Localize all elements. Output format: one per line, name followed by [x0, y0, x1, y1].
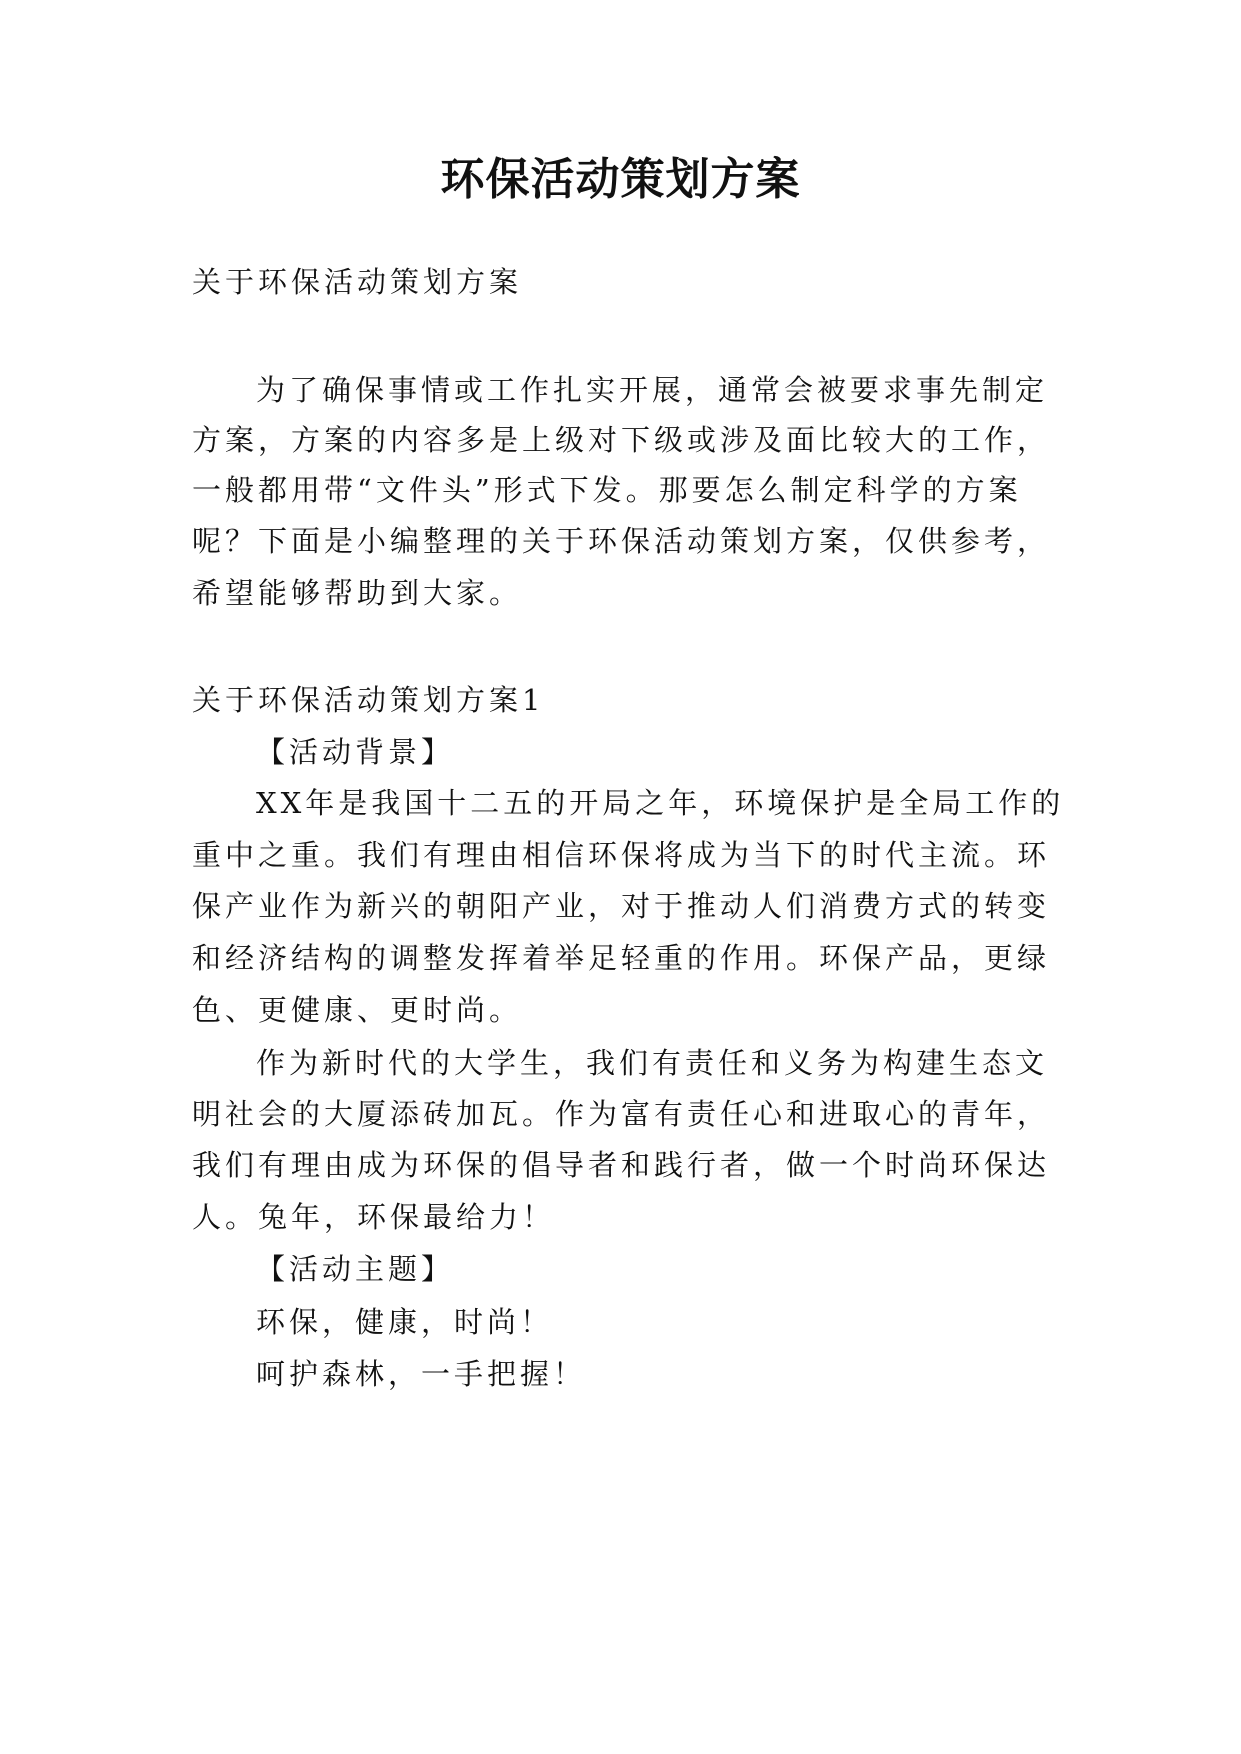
- student-line: 人。兔年，环保最给力！: [192, 1200, 556, 1234]
- intro-line: 希望能够帮助到大家。: [192, 576, 523, 610]
- intro-line: 为了确保事情或工作扎实开展，通常会被要求事先制定: [256, 373, 1049, 407]
- document-title: 环保活动策划方案: [440, 154, 801, 205]
- background-line: 保产业作为新兴的朝阳产业，对于推动人们消费方式的转变: [192, 889, 1051, 923]
- background-line: 重中之重。我们有理由相信环保将成为当下的时代主流。环: [192, 838, 1051, 872]
- theme-line: 呵护森林，一手把握！: [256, 1357, 587, 1391]
- background-line: 和经济结构的调整发挥着举足轻重的作用。环保产品，更绿: [192, 941, 1051, 975]
- student-line: 明社会的大厦添砖加瓦。作为富有责任心和进取心的青年，: [192, 1097, 1051, 1131]
- intro-line: 方案，方案的内容多是上级对下级或涉及面比较大的工作，: [192, 423, 1051, 457]
- background-line: XX年是我国十二五的开局之年，环境保护是全局工作的: [256, 786, 1065, 820]
- student-line: 作为新时代的大学生，我们有责任和义务为构建生态文: [256, 1046, 1049, 1080]
- intro-line: 呢？下面是小编整理的关于环保活动策划方案，仅供参考，: [192, 524, 1051, 558]
- theme-heading: 【活动主题】: [256, 1252, 455, 1286]
- background-line: 色、更健康、更时尚。: [192, 993, 523, 1027]
- subtitle: 关于环保活动策划方案: [192, 265, 523, 299]
- student-line: 我们有理由成为环保的倡导者和践行者，做一个时尚环保达: [192, 1148, 1051, 1182]
- theme-line: 环保，健康，时尚！: [256, 1305, 554, 1339]
- section-heading: 关于环保活动策划方案1: [192, 683, 545, 717]
- intro-line: 一般都用带“文件头”形式下发。那要怎么制定科学的方案: [192, 473, 1022, 507]
- background-heading: 【活动背景】: [256, 735, 455, 769]
